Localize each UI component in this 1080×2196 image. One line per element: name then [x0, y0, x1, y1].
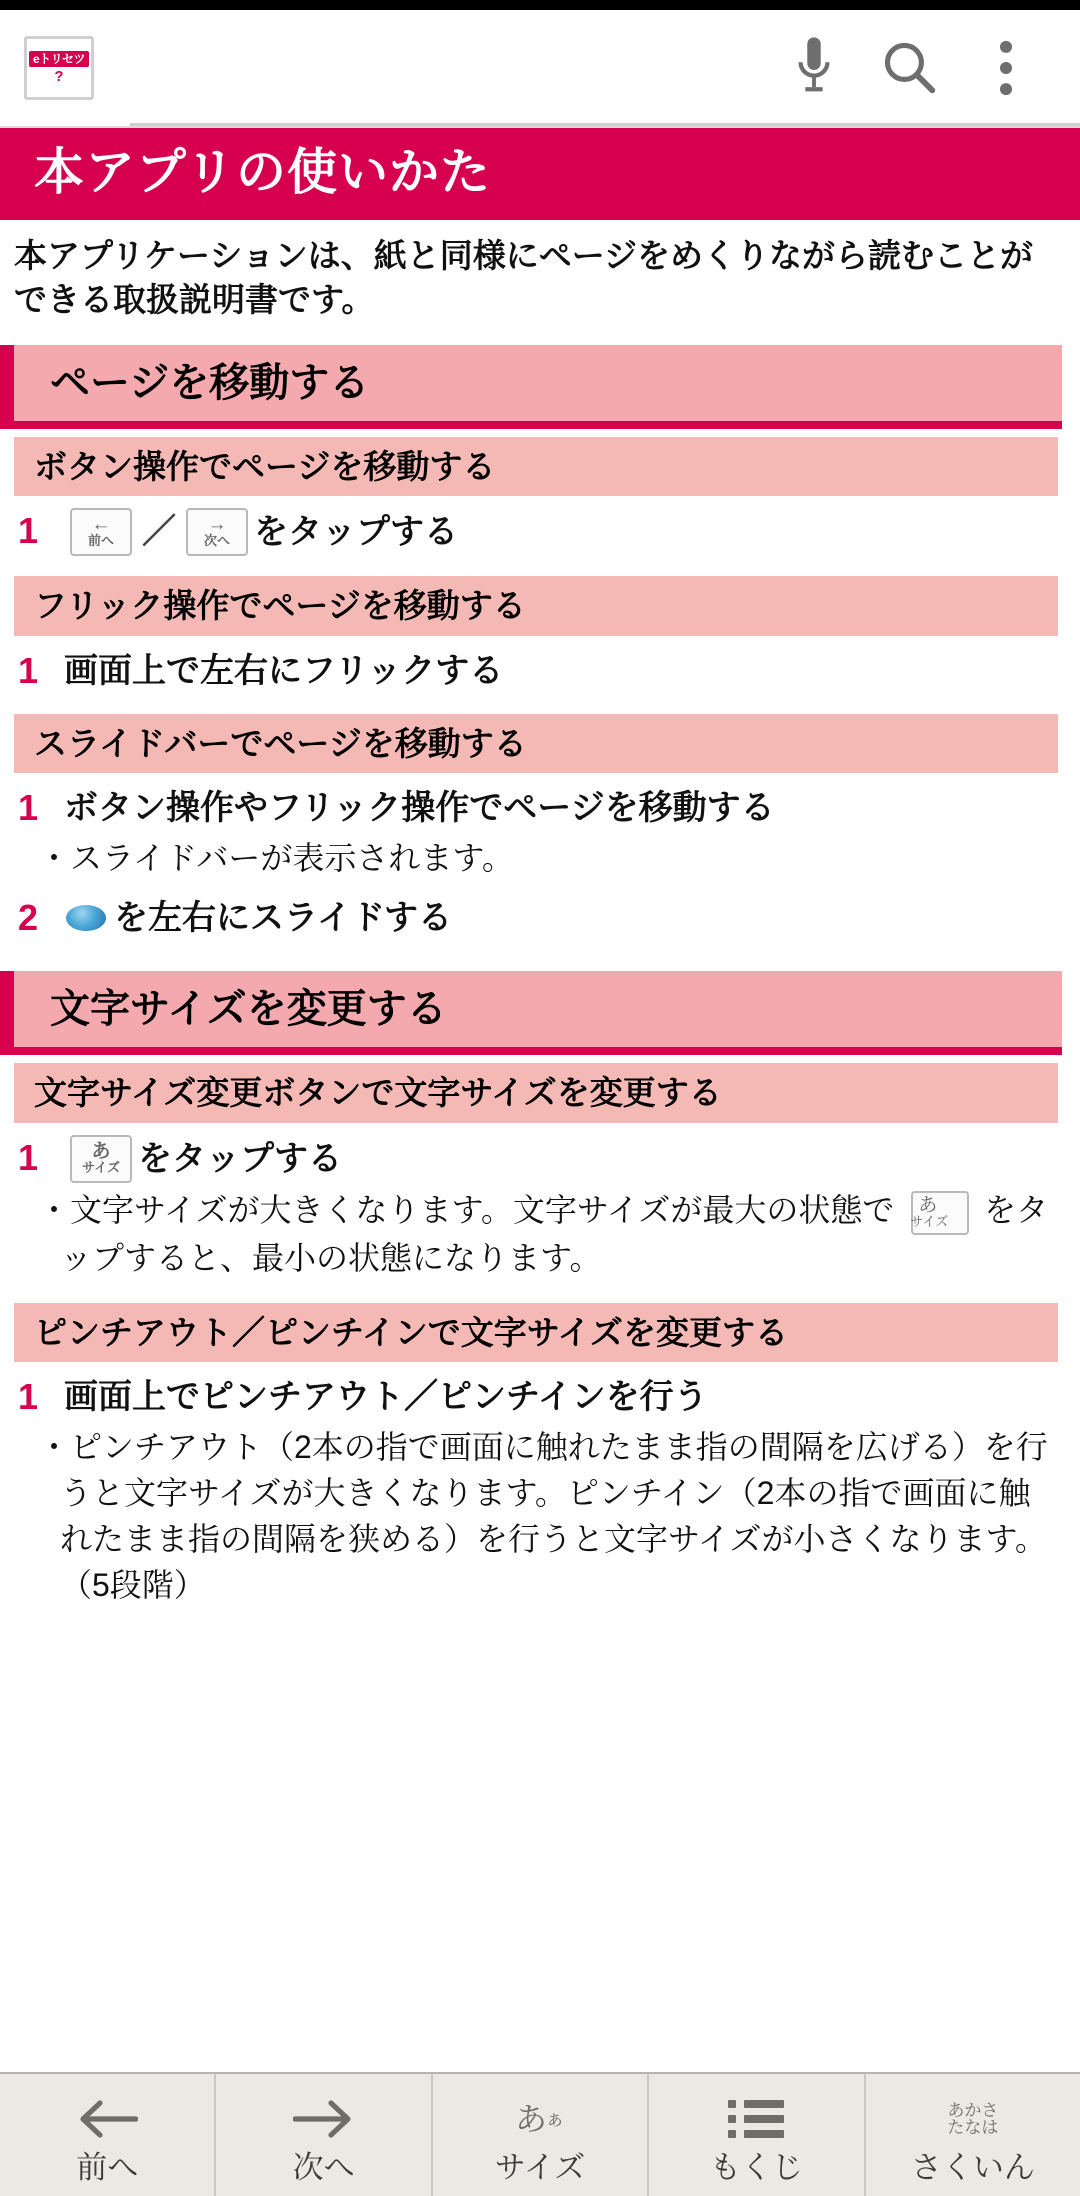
app-logo-text: eトリセツ: [29, 51, 89, 67]
prev-page-key-label: 前へ: [87, 533, 114, 549]
next-page-key-label: 次へ: [203, 533, 230, 549]
font-size-key-label: サイズ: [82, 1159, 120, 1175]
lead-paragraph: 本アプリケーションは、紙と同様にページをめくりながら読むことができる取扱説明書です。: [14, 236, 1034, 319]
prev-page-key-glyph: ←: [91, 514, 111, 536]
subsection-heading: ボタン操作でページを移動する: [14, 437, 1058, 497]
step-text: 画面上で左右にフリックする: [64, 651, 504, 690]
step-number: 1: [18, 1136, 39, 1178]
arrow-right-icon: [293, 2088, 355, 2150]
toolbar-item-size[interactable]: [433, 2074, 649, 2196]
font-size-key-icon: あ サイズ: [911, 1191, 969, 1235]
step-number: 1: [18, 787, 39, 829]
app-logo-question: ?: [54, 68, 64, 85]
step-text: [64, 508, 458, 556]
step-note-post: をタップすると、最小の状態になります。: [60, 1191, 1049, 1276]
step-note: ・スライドバーが表示されます。: [38, 840, 514, 877]
step-number: 2: [18, 897, 39, 939]
font-size-key-icon: [70, 1135, 132, 1183]
step-note-pre: ・文字サイズが大きくなります。文字サイズが最大の状態で: [38, 1191, 895, 1228]
font-size-key-label: サイズ: [910, 1213, 949, 1229]
step-text-tail: をタップする: [138, 1139, 342, 1178]
step-number: 1: [18, 649, 39, 691]
toolbar-item-index[interactable]: [866, 2074, 1080, 2196]
step-item: [0, 640, 1080, 698]
toolbar-item-contents[interactable]: [649, 2074, 865, 2196]
toolbar-label-prev: 前へ: [76, 2150, 139, 2185]
section-heading: 文字サイズを変更する: [0, 971, 1062, 1047]
toolbar-item-next[interactable]: [216, 2074, 432, 2196]
arrow-left-icon: [76, 2088, 138, 2150]
slider-handle-icon: [66, 905, 106, 931]
step-number: 1: [18, 510, 39, 552]
toolbar-label-index: さくいん: [910, 2150, 1035, 2185]
app-bar: [0, 10, 1080, 128]
step-text: [64, 895, 452, 941]
step-item: [0, 1366, 1080, 1424]
step-number: 1: [18, 1376, 39, 1418]
step-text: ボタン操作やフリック操作でページを移動する: [64, 789, 775, 828]
step-text: [64, 1135, 342, 1183]
font-size-key-glyph: あ: [91, 1140, 111, 1162]
slash-separator: ／: [142, 513, 176, 552]
toolbar-label-size: サイズ: [494, 2150, 586, 2185]
step-note: ・ピンチアウト（2本の指で画面に触れたまま指の間隔を広げる）を行うと文字サイズが大きくなります。ピンチイン（2本の指で画面に触れたまま指の間隔を狭める）を行うと文字サイズが小さくなります。（5段階）: [38, 1429, 1048, 1604]
subsection-heading: 文字サイズ変更ボタンで文字サイズを変更する: [14, 1063, 1058, 1123]
step-note: [0, 1187, 1080, 1287]
step-item: [0, 1127, 1080, 1187]
step-text: 画面上でピンチアウト／ピンチインを行う: [64, 1378, 708, 1417]
toolbar-label-next: 次へ: [292, 2150, 355, 2185]
next-page-key-glyph: →: [207, 514, 227, 536]
step-item: [0, 777, 1080, 835]
more-vertical-icon[interactable]: [958, 20, 1054, 116]
subsection-heading: フリック操作でページを移動する: [14, 576, 1058, 636]
list-icon: [728, 2088, 784, 2150]
document-content: [0, 128, 1080, 2072]
toolbar-item-prev[interactable]: [0, 2074, 216, 2196]
step-item: [0, 887, 1080, 945]
toolbar-label-contents: もくじ: [709, 2150, 803, 2185]
index-icon: あかさ たなは: [947, 2101, 999, 2137]
page-title: 本アプリの使いかた: [0, 128, 1080, 220]
section-heading: ページを移動する: [0, 345, 1062, 421]
search-icon[interactable]: [862, 20, 958, 116]
next-page-key-icon: [186, 508, 248, 556]
status-bar: [0, 0, 1080, 10]
step-text-tail: を左右にスライドする: [114, 899, 452, 938]
app-bar-underline: [130, 123, 1080, 126]
subsection-heading: スライドバーでページを移動する: [14, 714, 1058, 774]
app-logo[interactable]: [24, 36, 94, 100]
prev-page-key-icon: [70, 508, 132, 556]
font-size-icon: あ ぁ: [515, 2101, 566, 2137]
step-item: [0, 500, 1080, 560]
microphone-icon[interactable]: [766, 20, 862, 116]
step-text-tail: をタップする: [254, 513, 458, 552]
bottom-toolbar: [0, 2072, 1080, 2196]
subsection-heading: ピンチアウト／ピンチインで文字サイズを変更する: [14, 1303, 1058, 1363]
